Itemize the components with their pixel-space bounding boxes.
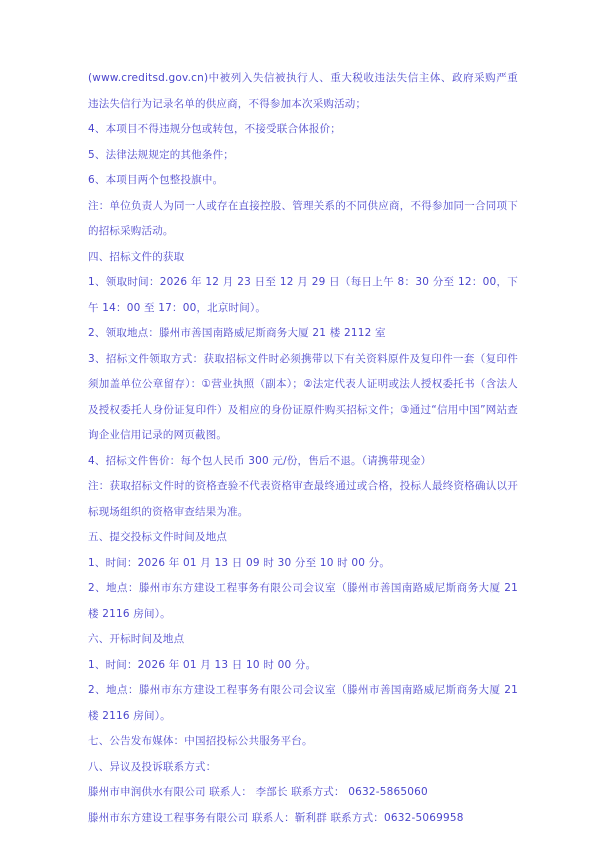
paragraph: 3、招标文件领取方式：获取招标文件时必须携带以下有关资料原件及复印件一套（复印件须加盖单位公章留存）：①营业执照（副本）；②法定代表人证明或法人授权委托书（含法人及授权委托人身份证复印件）及相应的身份证原件购买招标文件；③通过“信用中国”网站查询企业信用记录的网页截图。 (88, 352, 518, 441)
paragraph: 注：获取招标文件时的资格查验不代表资格审查最终通过或合格，投标人最终资格确认以开标现场组织的资格审查结果为准。 (88, 480, 518, 518)
document-body (88, 66, 518, 831)
section-heading: 七、公告发布媒体：中国招投标公共服务平台。 (88, 735, 313, 747)
paragraph: 1、领取时间：2026 年 12 月 23 日至 12 月 29 日（每日上午 8：30 分至 12：00，下午 14：00 至 17：00，北京时间）。 (88, 276, 518, 314)
paragraph: 5、法律法规规定的其他条件； (88, 148, 234, 161)
section-heading: 八、异议及投诉联系方式： (88, 760, 217, 773)
section-heading: 六、开标时间及地点 (88, 633, 185, 645)
paragraph: 6、本项目两个包整投旗中。 (88, 174, 224, 186)
section-heading: 五、提交投标文件时间及地点 (88, 531, 228, 543)
paragraph: 2、领取地点：滕州市善国南路威尼斯商务大厦 21 楼 2112 室 (88, 327, 386, 339)
paragraph: 4、招标文件售价：每个包人民币 300 元/份，售后不退。（请携带现金） (88, 454, 432, 467)
paragraph: 1、时间：2026 年 01 月 13 日 09 时 30 分至 10 时 00 分。 (88, 556, 391, 569)
paragraph: (www.creditsd.gov.cn)中被列入失信被执行人、重大税收违法失信主体、政府采购严重违法失信行为记录名单的供应商，不得参加本次采购活动； (88, 72, 518, 110)
contact-line: 滕州市申润供水有限公司 联系人： 李部长 联系方式： 0632-5865060 (88, 786, 428, 798)
paragraph: 2、地点：滕州市东方建设工程事务有限公司会议室（滕州市善国南路威尼斯商务大厦 21 楼 2116 房间）。 (88, 684, 518, 722)
contact-line: 滕州市东方建设工程事务有限公司 联系人：靳利群 联系方式：0632-5069958 (88, 811, 464, 824)
paragraph: 4、本项目不得违规分包或转包，不接受联合体报价； (88, 123, 341, 135)
paragraph: 注：单位负责人为同一人或存在直接控股、管理关系的不同供应商，不得参加同一合同项下的招标采购活动。 (88, 199, 518, 237)
paragraph: 1、时间：2026 年 01 月 13 日 10 时 00 分。 (88, 658, 317, 671)
paragraph: 2、地点：滕州市东方建设工程事务有限公司会议室（滕州市善国南路威尼斯商务大厦 21 楼 2116 房间）。 (88, 582, 518, 620)
section-heading: 四、招标文件的获取 (88, 250, 185, 263)
